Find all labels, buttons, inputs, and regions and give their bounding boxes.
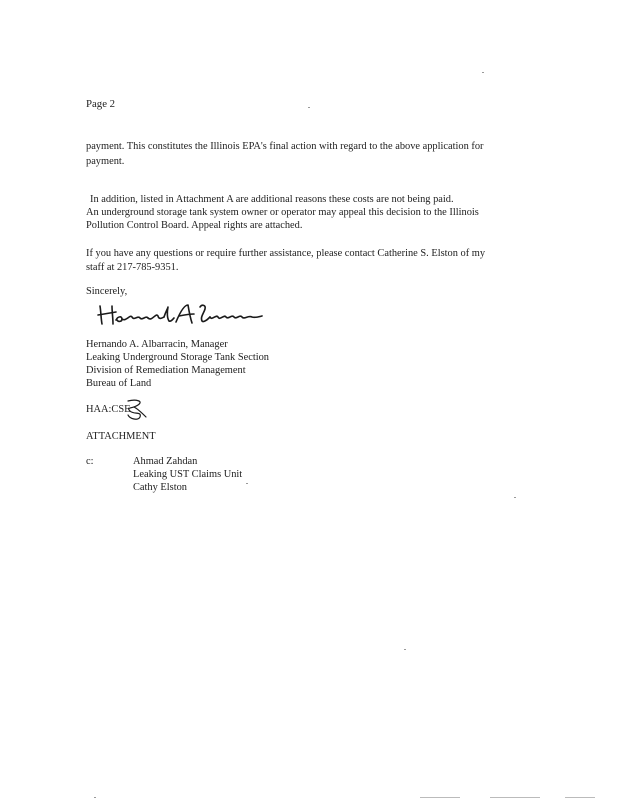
scan-line: [565, 797, 595, 798]
scan-speck: [404, 649, 406, 650]
text-line: payment. This constitutes the Illinois EPA's final action with regard to the above application for: [86, 141, 484, 152]
attachment-label: ATTACHMENT: [86, 431, 156, 442]
cc-unit: Leaking UST Claims Unit: [133, 469, 243, 480]
signer-section: Leaking Underground Storage Tank Section: [86, 352, 269, 363]
scan-speck: [514, 497, 516, 498]
signature-image: [96, 302, 266, 328]
scan-line: [490, 797, 540, 798]
text-line: Pollution Control Board. Appeal rights are attached.: [86, 220, 303, 231]
text-line: In addition, listed in Attachment A are additional reasons these costs are not being paid.: [90, 194, 454, 205]
text-line: staff at 217-785-9351.: [86, 262, 179, 273]
signer-bureau: Bureau of Land: [86, 378, 152, 389]
scan-speck: [482, 72, 484, 73]
scan-speck: [308, 107, 310, 108]
scan-speck: [94, 797, 96, 798]
text-line: An underground storage tank system owner or operator may appeal this decision to the Illinois: [86, 207, 479, 218]
signer-name-title: Hernando A. Albarracin, Manager: [86, 339, 228, 350]
signer-division: Division of Remediation Management: [86, 365, 246, 376]
scan-line: [420, 797, 460, 798]
cc-name: Ahmad Zahdan: [133, 456, 198, 467]
text-line: If you have any questions or require further assistance, please contact Catherine S. Elston of my: [86, 248, 486, 259]
cc-name: Cathy Elston: [133, 482, 187, 493]
cc-label: c:: [86, 456, 94, 467]
scan-speck: [246, 483, 248, 484]
reference-initials: HAA:CSE: [86, 404, 131, 415]
initials-scrawl: [116, 397, 150, 423]
closing-salutation: Sincerely,: [86, 286, 128, 297]
page-label: Page 2: [86, 98, 116, 110]
text-line: payment.: [86, 156, 125, 167]
